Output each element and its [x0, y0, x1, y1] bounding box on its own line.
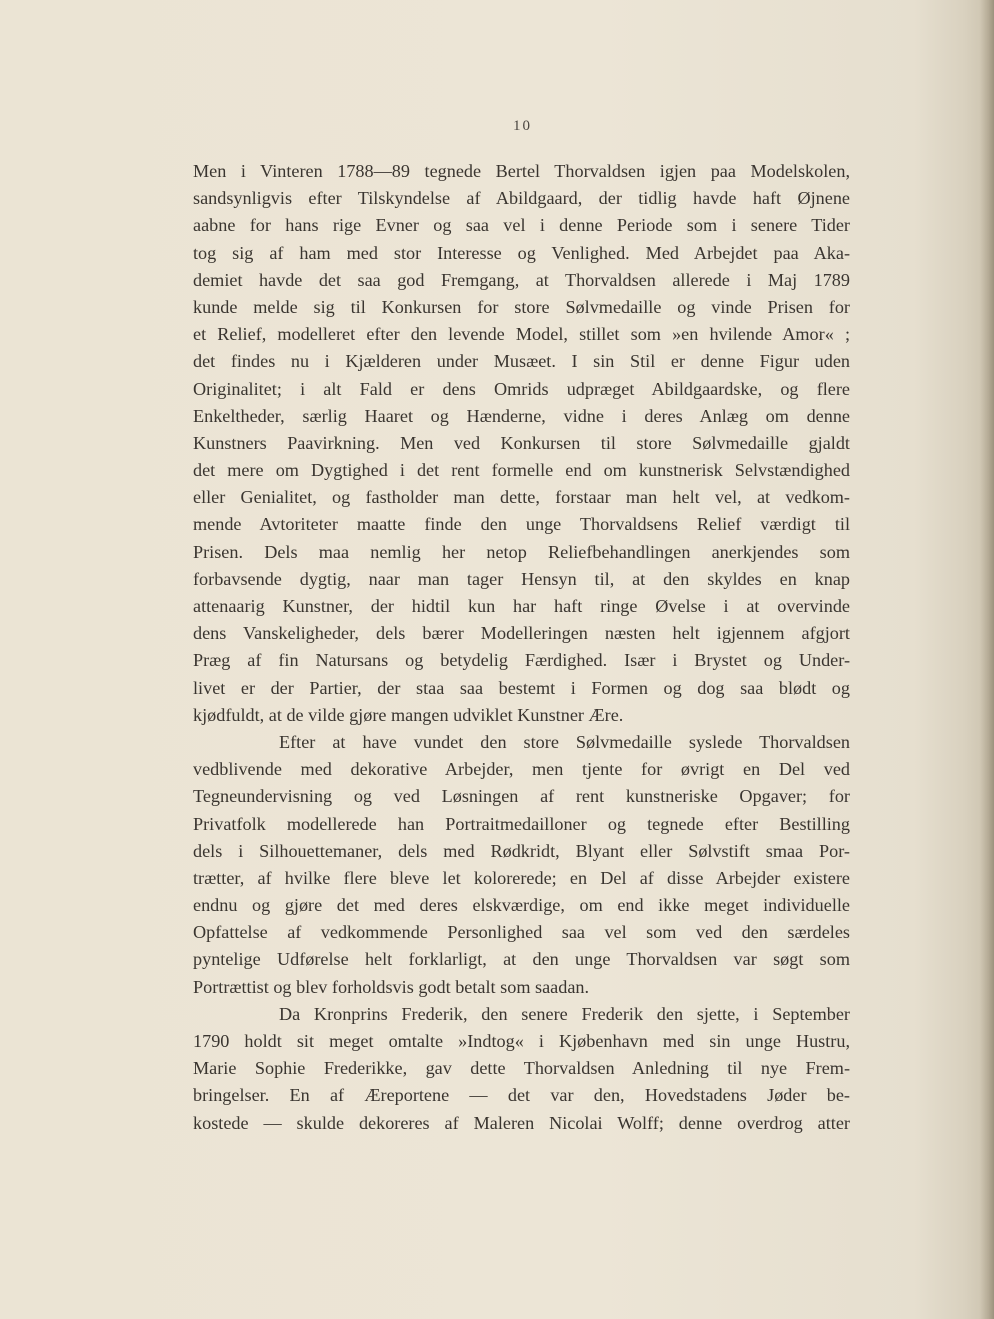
text-line: Men i Vinteren 1788—89 tegnede Bertel Thorvaldsen igjen paa Modelskolen, [193, 161, 850, 181]
text-line: Enkeltheder, særlig Haaret og Hænderne, vidne i deres Anlæg om denne [193, 405, 850, 426]
text-line: Marie Sophie Frederikke, gav dette Thorvaldsen Anledning til nye Frem- [193, 1058, 850, 1079]
body-text [193, 158, 850, 1137]
text-line: Præg af fin Natursans og betydelig Færdighed. Især i Brystet og Under- [193, 650, 850, 671]
text-line: tog sig af ham med stor Interesse og Venlighed. Med Arbejdet paa Aka- [193, 242, 850, 263]
text-line: kostede — skulde dekoreres af Maleren Nicolai Wolff; denne overdrog atter [193, 1112, 850, 1133]
text-line: kjødfuldt, at de vilde gjøre mangen udviklet Kunstner Ære. [193, 704, 624, 725]
text-line: det findes nu i Kjælderen under Musæet. I sin Stil er denne Figur uden [193, 351, 850, 372]
page-edge-shadow [980, 0, 994, 1319]
text-line: sandsynligvis efter Tilskyndelse af Abildgaard, der tidlig havde haft Øjnene [193, 188, 850, 209]
text-line: 1790 holdt sit meget omtalte »Indtog« i Kjøbenhavn med sin unge Hustru, [193, 1031, 850, 1051]
text-line: endnu og gjøre det med deres elskværdige, om end ikke meget individuelle [193, 895, 850, 916]
text-line: Opfattelse af vedkommende Personlighed saa vel som ved den særdeles [193, 922, 850, 943]
text-line: bringelser. En af Æreportene — det var den, Hovedstadens Jøder be- [193, 1085, 850, 1106]
text-line: det mere om Dygtighed i det rent formelle end om kunstnerisk Selvstændighed [193, 460, 850, 481]
text-line: Tegneundervisning og ved Løsningen af rent kunstneriske Opgaver; for [193, 786, 850, 807]
text-line: mende Avtoriteter maatte finde den unge Thorvaldsens Relief værdigt til [193, 514, 850, 535]
text-line: dens Vanskeligheder, dels bærer Modelleringen næsten helt igjennem afgjort [193, 623, 850, 644]
text-line: Efter at have vundet den store Sølvmedaille syslede Thorvaldsen [279, 731, 850, 752]
text-line: Da Kronprins Frederik, den senere Frederik den sjette, i September [279, 1003, 850, 1024]
text-line: eller Genialitet, og fastholder man dette, forstaar man helt vel, at vedkom- [193, 487, 850, 508]
text-line: dels i Silhouettemaner, dels med Rødkridt, Blyant eller Sølvstift smaa Por- [193, 840, 850, 861]
text-line: trætter, af hvilke flere bleve let kolorerede; en Del af disse Arbejder existere [193, 867, 850, 888]
text-line: et Relief, modelleret efter den levende Model, stillet som »en hvilende Amor« ; [193, 324, 850, 345]
text-line: aabne for hans rige Evner og saa vel i denne Periode som i senere Tider [193, 215, 850, 236]
text-line: Portrættist og blev forholdsvis godt betalt som saadan. [193, 976, 590, 997]
text-line: pyntelige Udførelse helt forklarligt, at den unge Thorvaldsen var søgt som [193, 949, 850, 970]
text-line: Prisen. Dels maa nemlig her netop Reliefbehandlingen anerkjendes som [193, 541, 850, 562]
text-line: Originalitet; i alt Fald er dens Omrids udpræget Abildgaardske, og flere [193, 378, 850, 399]
text-line: forbavsende dygtig, naar man tager Hensyn til, at den skyldes en knap [193, 568, 850, 589]
text-line: attenaarig Kunstner, der hidtil kun har haft ringe Øvelse i at overvinde [193, 596, 850, 616]
page-number: 10 [513, 118, 532, 134]
text-line: vedblivende med dekorative Arbejder, men tjente for øvrigt en Del ved [193, 759, 850, 780]
text-line: demiet havde det saa god Fremgang, at Thorvaldsen allerede i Maj 1789 [193, 269, 850, 290]
text-line: kunde melde sig til Konkursen for store Sølvmedaille og vinde Prisen for [193, 296, 850, 317]
text-line: Privatfolk modellerede han Portraitmedailloner og tegnede efter Bestilling [193, 813, 850, 834]
text-line: livet er der Partier, der staa saa bestemt i Formen og dog saa blødt og [193, 677, 850, 698]
text-line: Kunstners Paavirkning. Men ved Konkursen til store Sølvmedaille gjaldt [193, 432, 850, 453]
